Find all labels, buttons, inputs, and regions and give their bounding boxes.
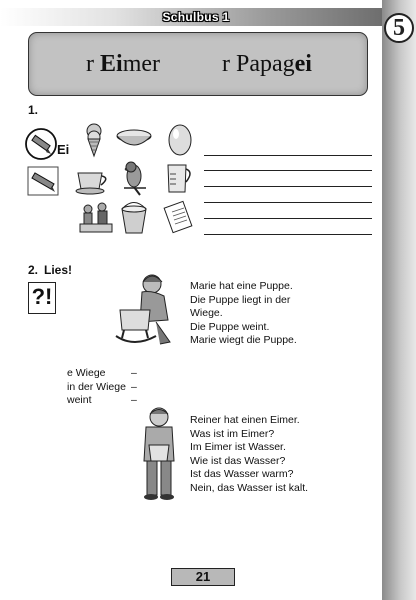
unit-number-badge: 5 [384, 13, 414, 43]
pencil-icon [24, 163, 64, 199]
exercise-2-number: 2. [28, 263, 39, 277]
title-box [28, 32, 368, 96]
title-word-papagei [222, 48, 312, 80]
answer-line[interactable] [204, 170, 372, 171]
girl-cradle-illustration [112, 270, 182, 352]
people-at-table-icon [76, 200, 116, 236]
story-1 [190, 280, 297, 348]
story-line: Was ist im Eimer? [190, 427, 275, 440]
story-line: Die Puppe weint. [190, 320, 270, 333]
article: r [86, 51, 94, 77]
vocab-dashes [131, 367, 137, 408]
answer-line[interactable] [204, 155, 372, 156]
word-part: mer [122, 51, 160, 77]
vocab-term: in der Wiege [67, 380, 126, 393]
story-line: Wiege. [190, 307, 223, 319]
story-line: Im Eimer ist Wasser. [190, 441, 286, 453]
vocab-dash: – [131, 367, 137, 379]
vocab-term: e Wiege [67, 367, 106, 379]
paper-icon [158, 200, 198, 236]
story-2 [190, 414, 308, 495]
vocab-term: weint [67, 394, 92, 406]
title-word-eimer [86, 48, 160, 80]
highlight-letters: Ei [100, 51, 123, 77]
ice-cream-icon [74, 122, 114, 158]
exercise-2-instruction: Lies! [44, 263, 73, 277]
exercise-1-number: 1. [28, 103, 39, 117]
answer-line[interactable] [204, 202, 372, 203]
story-line: Wie ist das Wasser? [190, 454, 286, 467]
egg-icon [160, 122, 200, 158]
boy-bucket-illustration [134, 405, 184, 503]
story-line: Marie wiegt die Puppe. [190, 334, 297, 346]
word-part: Papag [236, 51, 295, 77]
story-line: Reiner hat einen Eimer. [190, 414, 300, 426]
bowl-icon [114, 122, 154, 158]
parrot-icon [114, 160, 154, 196]
cup-icon [72, 163, 112, 199]
example-label: Ei [57, 142, 70, 157]
highlight-letters: ei [294, 51, 312, 77]
story-line: Nein, das Wasser ist kalt. [190, 481, 309, 494]
story-line: Marie hat eine Puppe. [190, 280, 293, 292]
measuring-jug-icon [158, 160, 198, 196]
story-line: Ist das Wasser warm? [190, 468, 294, 480]
answer-line[interactable] [204, 186, 372, 187]
bucket-icon [114, 200, 154, 236]
answer-line[interactable] [204, 234, 372, 235]
sidebar-strip [382, 0, 416, 600]
vocab-dash: – [131, 394, 137, 406]
question-exclamation-icon: ?! [28, 282, 56, 314]
article: r [222, 51, 230, 77]
vocab-dash: – [131, 380, 137, 393]
story-line: Die Puppe liegt in der [190, 293, 291, 306]
answer-line[interactable] [204, 218, 372, 219]
vocab-terms [67, 367, 137, 408]
page-number: 21 [171, 568, 235, 586]
book-title: Schulbus 1 [162, 10, 230, 24]
